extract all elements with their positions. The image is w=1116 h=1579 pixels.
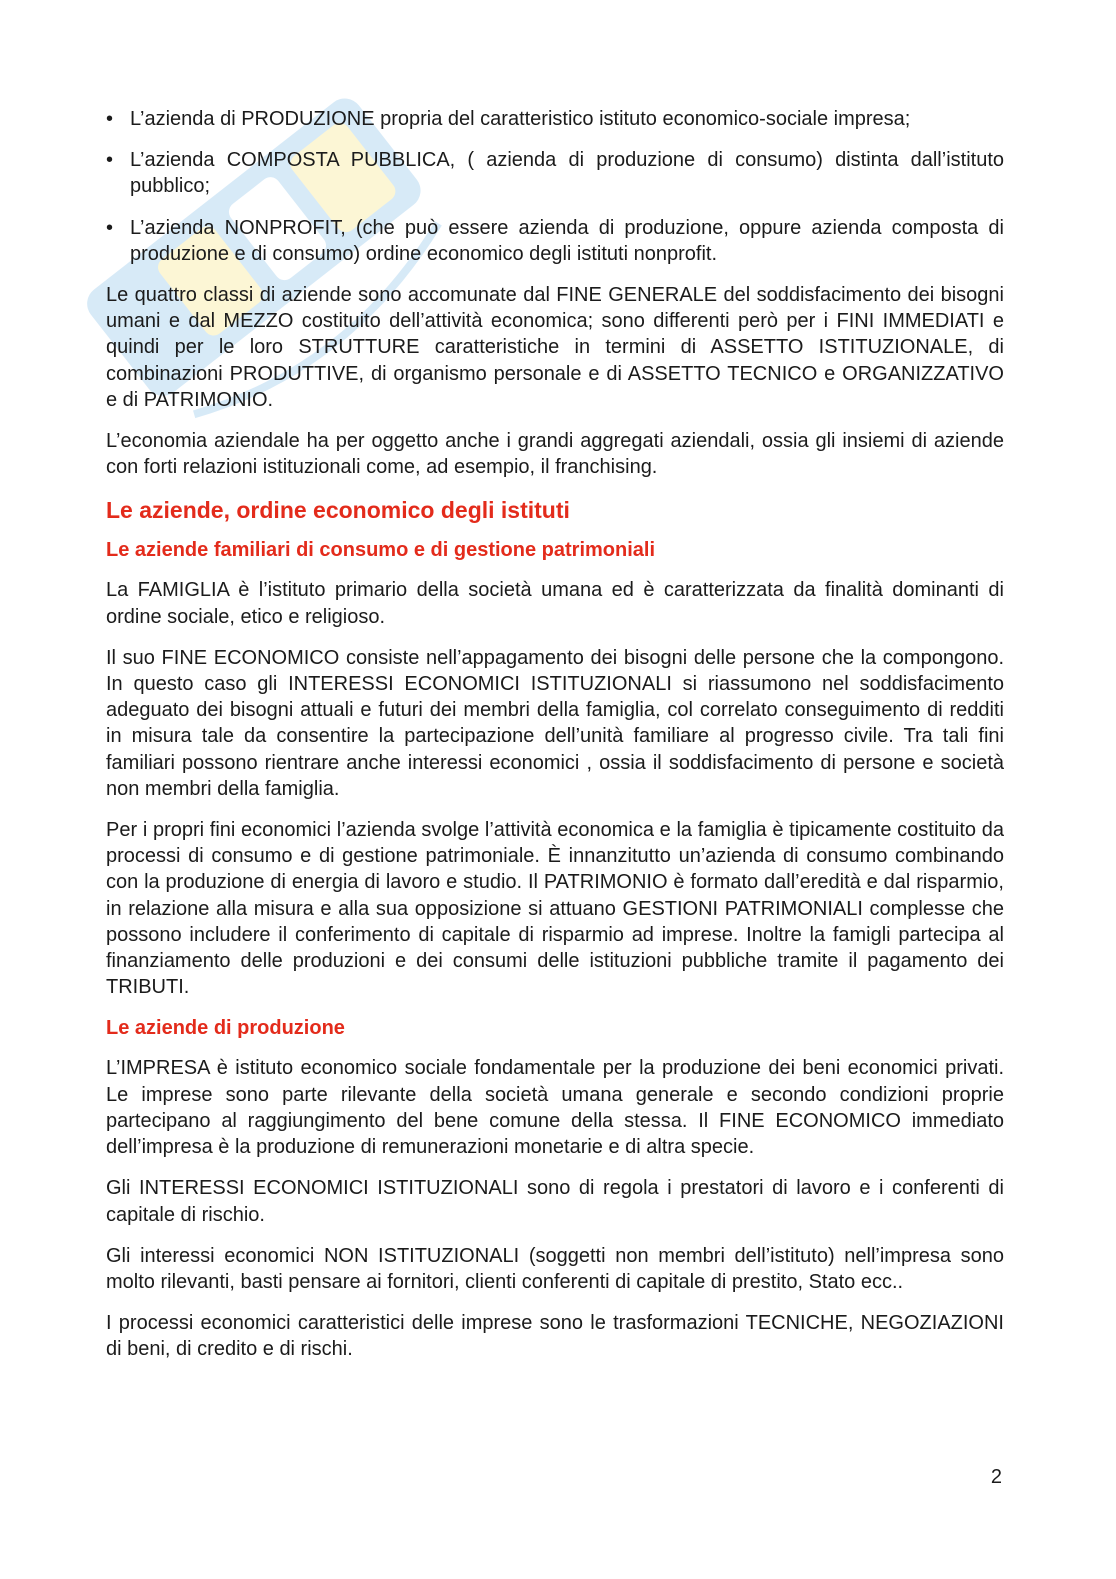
- paragraph: Gli interessi economici NON ISTITUZIONALI (soggetti non membri dell’istituto) nell’impresa sono molto rilevanti, basti pensare ai fornitori, clienti conferenti di capitale di prestito, Stato ecc..: [106, 1244, 1004, 1293]
- page-number: 2: [990, 1466, 1002, 1488]
- section-title: Le aziende, ordine economico degli istituti: [106, 497, 570, 524]
- paragraph: La FAMIGLIA è l’istituto primario della società umana ed è caratterizzata da finalità dominanti di ordine sociale, etico e religioso.: [106, 579, 1004, 628]
- paragraph: Per i propri fini economici l’azienda svolge l’attività economica e la famiglia è tipicamente costituito da processi di consumo e di gestione patrimoniale. È innanzitutto un’azienda di consumo combinando con la produzione di energia di lavoro e studio. Il PATRIMONIO è formato dall’eredità e dal risparmio, in relazione alla misura e alla sua opposizione si attuano GESTIONI PATRIMONIALI complesse che possono includere il conferimento di capitale di risparmio ad imprese. Inoltre la famigli partecipa al finanziamento delle produzioni e dei consumi delle istituzioni pubbliche tramite il pagamento dei TRIBUTI.: [106, 819, 1004, 999]
- list-item: [106, 147, 1004, 199]
- list-item-text: L’azienda di PRODUZIONE propria del caratteristico istituto economico-sociale impresa;: [130, 108, 911, 130]
- paragraph: Gli INTERESSI ECONOMICI ISTITUZIONALI sono di regola i prestatori di lavoro e i conferenti di capitale di rischio.: [106, 1177, 1004, 1226]
- list-item-text: L’azienda NONPROFIT, (che può essere azienda di produzione, oppure azienda composta di produzione e di consumo) ordine economico degli istituti nonprofit.: [130, 216, 1004, 265]
- bullet-list: [106, 106, 1004, 267]
- subsection-title-family: Le aziende familiari di consumo e di gestione patrimoniali: [106, 539, 656, 562]
- paragraph: Il suo FINE ECONOMICO consiste nell’appagamento dei bisogni delle persone che la compongono. In questo caso gli INTERESSI ECONOMICI ISTITUZIONALI si riassumono nel soddisfacimento adeguato dei bisogni attuali e futuri dei membri della famiglia, col correlato conseguimento di redditi in misura tale da consentire la partecipazione dell’unità familiare al progresso civile. Tra tali fini familiari possono rientrare anche interessi economici , ossia il soddisfacimento di persone e società non membri della famiglia.: [106, 646, 1004, 800]
- list-item-text: L’azienda COMPOSTA PUBBLICA, ( azienda di produzione di consumo) distinta dall’istituto pubblico;: [130, 149, 1004, 198]
- bullet-glyph: •: [106, 216, 114, 239]
- subsection-title-production: Le aziende di produzione: [106, 1017, 345, 1040]
- paragraph: L’IMPRESA è istituto economico sociale fondamentale per la produzione dei beni economici privati. Le imprese sono parte rilevante della società umana generale e secondo condizioni proprie partecipano al raggiungimento del bene comune della stessa. Il FINE ECONOMICO immediato dell’impresa è la produzione di remunerazioni monetarie e di altra specie.: [106, 1057, 1004, 1159]
- intro-paragraph: Le quattro classi di aziende sono accomunate dal FINE GENERALE del soddisfacimento dei bisogni umani e dal MEZZO costituito dell’attività economica; sono differenti però per i FINI IMMEDIATI e quindi per le loro STRUTTURE caratteristiche in termini di ASSETTO ISTITUZIONALE, di combinazioni PRODUTTIVE, di organismo personale e di ASSETTO TECNICO e ORGANIZZATIVO e di PATRIMONIO.: [106, 284, 1004, 411]
- bullet-glyph: •: [106, 108, 114, 130]
- paragraph: I processi economici caratteristici delle imprese sono le trasformazioni TECNICHE, NEGOZIAZIONI di beni, di credito e di rischi.: [106, 1312, 1004, 1361]
- bullet-glyph: •: [106, 149, 114, 172]
- intro-paragraph: L’economia aziendale ha per oggetto anche i grandi aggregati aziendali, ossia gli insiemi di aziende con forti relazioni istituzionali come, ad esempio, il franchising.: [106, 430, 1004, 479]
- document-page: [106, 106, 1004, 1378]
- list-item: [106, 215, 1004, 267]
- list-item: [106, 106, 1004, 132]
